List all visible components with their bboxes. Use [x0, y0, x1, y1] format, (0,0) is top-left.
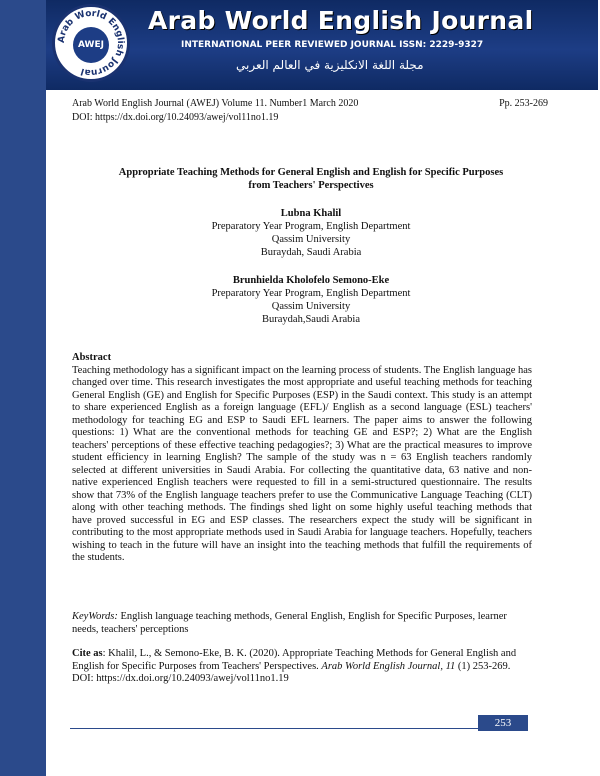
author-department: Preparatory Year Program, English Department — [211, 288, 411, 299]
footer-rule — [70, 728, 522, 729]
author-university: Qassim University — [271, 234, 351, 245]
author-block-1 — [80, 207, 542, 259]
abstract-section — [72, 352, 532, 565]
citation-section — [72, 648, 532, 686]
header-citation: Arab World English Journal (AWEJ) Volume 11. Number1 March 2020 — [72, 98, 359, 109]
journal-issn: INTERNATIONAL PEER REVIEWED JOURNAL ISSN: 2229-9327 — [181, 40, 484, 50]
author-name: Brunhielda Kholofelo Semono-Eke — [232, 275, 390, 286]
author-name: Lubna Khalil — [280, 208, 342, 219]
cite-label: Cite as — [72, 648, 103, 659]
left-sidebar-bar — [0, 0, 46, 776]
paper-title-line-1: Appropriate Teaching Methods for General English and English for Specific Purposes — [118, 167, 504, 178]
cite-text: : Khalil, L., & Semono-Eke, B. K. (2020). Appropriate Teaching Methods for General English and English for Specific Purposes from Teachers' Perspectives. — [72, 648, 517, 672]
running-header — [72, 98, 548, 109]
keywords-text: English language teaching methods, General English, English for Specific Purposes, learner needs, teachers' perceptions — [72, 611, 507, 635]
logo-ring-text: Arab World English Journal — [56, 8, 126, 78]
paper-title — [80, 166, 542, 192]
abstract-text: Teaching methodology has a significant impact on the learning process of students. The English language has changed over time. This research investigates the most appropriate and useful teaching methods for teaching General English (GE) and English for Specific Purposes (ESP) in the Saudi context. This study is an attempt to share experienced English as a foreign language (EFL)/ English as a second language (ESL) teachers' methodology for teaching EG and ESP to Saudi EFL learners. The paper aims to answer the following questions: 1) What are the conventional methods for teaching GE and ESP?; 2) What are the English teachers' perceptions of these effective teaching pedagogies?; 3) What are the practical measures to improve student efficiency in learning English? The sample of the study was n = 63 English teachers randomly selected at different universities in Saudi Arabia. For collecting the quantitative data, 63 native and non-native experienced English teachers were requested to fill in a semi-structured questionnaire. The results show that 73% of the English language teachers prefer to use the Communicative Language Teaching (CLT) along with other teaching methods. The findings shed light on some highly useful teaching methods that have proved successful in EG and ESP classes. The researchers expect the study will be significant in contributing to the most appropriate methods used in Saudi Arabia for language teachers. Hopefully, teachers wishing to teach in the future will have an insight into the teaching methods that fulfill the requirements of the students. — [72, 364, 532, 563]
cite-volume-pages: (1) 253-269. — [455, 660, 511, 672]
paper-title-line-2: from Teachers' Perspectives — [248, 180, 374, 191]
author-block-2 — [80, 274, 542, 326]
keywords-section — [72, 611, 532, 636]
journal-logo — [52, 4, 130, 82]
keywords-label: KeyWords: — [72, 611, 118, 622]
journal-title: Arab World English Journal — [148, 6, 534, 35]
abstract-heading: Abstract — [72, 352, 112, 363]
cite-journal: Arab World English Journal, 11 — [321, 660, 456, 672]
header-doi[interactable]: DOI: https://dx.doi.org/10.24093/awej/vol11no1.19 — [72, 112, 279, 123]
journal-banner — [46, 0, 598, 90]
author-department: Preparatory Year Program, English Department — [211, 221, 411, 232]
page-number: 253 — [478, 715, 528, 731]
author-location: Buraydah, Saudi Arabia — [260, 247, 362, 258]
author-location: Buraydah,Saudi Arabia — [262, 314, 360, 325]
header-pages: Pp. 253-269 — [499, 98, 548, 109]
journal-arabic-title: مجلة اللغة الانكليزية في العالم العربي — [236, 58, 424, 72]
logo-abbrev: AWEJ — [73, 27, 109, 63]
cite-doi[interactable]: DOI: https://dx.doi.org/10.24093/awej/vol11no1.19 — [72, 673, 289, 684]
author-university: Qassim University — [271, 301, 351, 312]
